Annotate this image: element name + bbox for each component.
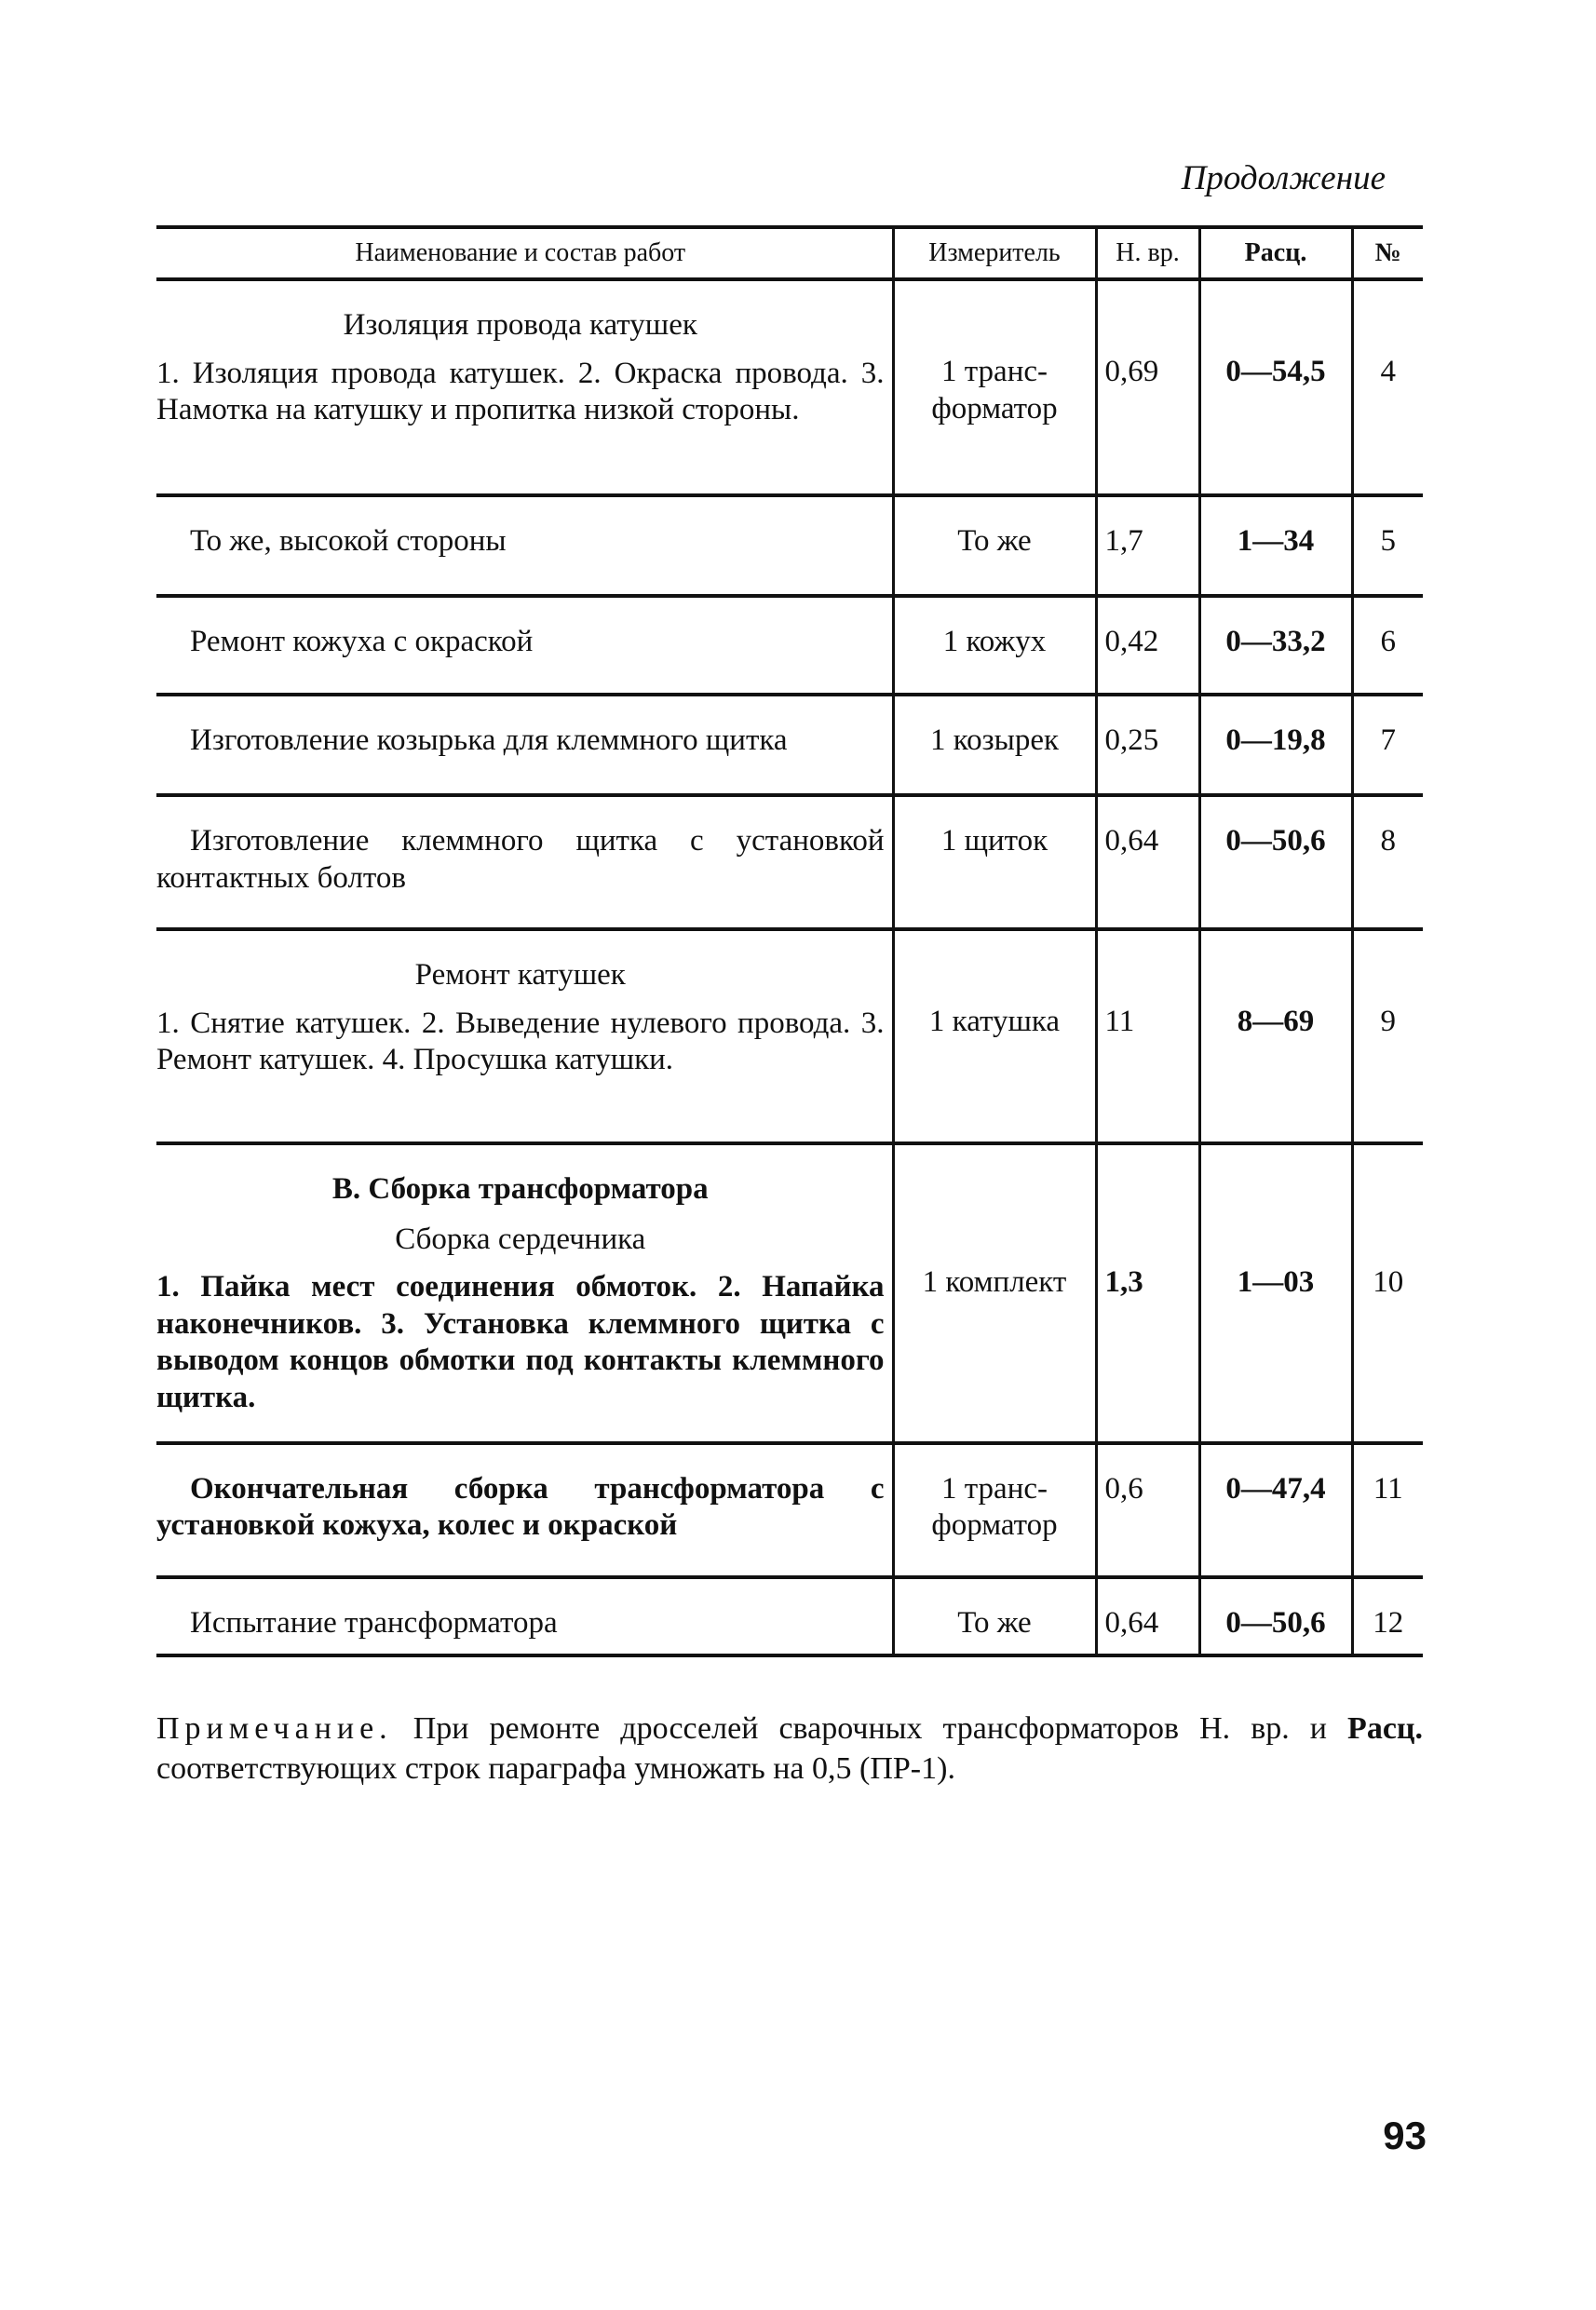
work-description: Окончательная сборка трансформатора с установкой кожуха, колес и окраской — [156, 1471, 885, 1543]
rate-cell: 0—50,6 — [1199, 1577, 1352, 1655]
hours-cell: 1,7 — [1096, 495, 1199, 596]
measure-cell: То же — [893, 1577, 1096, 1655]
work-description: Испытание трансформатора — [190, 1605, 558, 1640]
measure-cell: 1 транс- форматор — [893, 1443, 1096, 1577]
rate-cell: 0—19,8 — [1199, 695, 1352, 795]
number-cell: 6 — [1352, 596, 1423, 695]
table-note — [156, 1709, 1423, 1789]
table-row — [156, 1143, 1423, 1443]
note-text-part-1: При ремонте дросселей сварочных трансформаторов Н. вр. и — [392, 1711, 1348, 1746]
number-cell: 9 — [1352, 929, 1423, 1143]
work-description: Изготовление козырька для клеммного щитка — [190, 723, 788, 757]
row-subheading: Сборка сердечника — [395, 1222, 646, 1256]
note-label: Примечание. — [156, 1711, 393, 1746]
col-header-hours: Н. вр. — [1096, 227, 1199, 279]
hours-cell: 0,64 — [1096, 795, 1199, 929]
work-description: 1. Пайка мест соединения обмоток. 2. Напайка наконечников. 3. Установка клеммного щитка с выводом концов обмотки под контакты клеммного щитка. — [156, 1270, 885, 1414]
table-row — [156, 495, 1423, 596]
hours-cell: 0,69 — [1096, 279, 1199, 495]
table-row — [156, 1577, 1423, 1655]
work-cell — [156, 929, 893, 1143]
note-text-part-2: соответствующих строк параграфа умножать на 0,5 (ПР-1). — [156, 1750, 955, 1786]
hours-cell: 0,64 — [1096, 1577, 1199, 1655]
work-cell — [156, 1443, 893, 1577]
work-description: 1. Изоляция провода катушек. 2. Окраска провода. 3. Намотка на катушку и пропитка низкой стороны. — [156, 356, 885, 427]
page-number: 93 — [1383, 2114, 1427, 2157]
rate-cell: 1—03 — [1199, 1143, 1352, 1443]
rate-cell: 0—50,6 — [1199, 795, 1352, 929]
number-cell: 8 — [1352, 795, 1423, 929]
col-header-measure: Измеритель — [893, 227, 1096, 279]
work-description: Изготовление клеммного щитка с установкой контактных болтов — [156, 824, 885, 895]
norms-table — [156, 225, 1423, 1657]
measure-cell: 1 транс- форматор — [893, 279, 1096, 495]
measure-cell: 1 катушка — [893, 929, 1096, 1143]
number-cell: 10 — [1352, 1143, 1423, 1443]
row-subheading: Изоляция провода катушек — [343, 308, 697, 342]
work-cell — [156, 495, 893, 596]
continuation-label: Продолжение — [1181, 159, 1386, 197]
note-bold-term: Расц. — [1347, 1711, 1423, 1746]
rate-cell: 0—47,4 — [1199, 1443, 1352, 1577]
table-row — [156, 596, 1423, 695]
rate-cell: 1—34 — [1199, 495, 1352, 596]
work-cell — [156, 279, 893, 495]
table-row — [156, 795, 1423, 929]
hours-cell: 0,25 — [1096, 695, 1199, 795]
col-header-work: Наименование и состав работ — [156, 227, 893, 279]
row-subheading: Ремонт катушек — [414, 958, 626, 992]
rate-cell: 0—54,5 — [1199, 279, 1352, 495]
number-cell: 5 — [1352, 495, 1423, 596]
measure-cell: 1 козырек — [893, 695, 1096, 795]
work-description: Ремонт кожуха с окраской — [190, 625, 534, 658]
work-cell — [156, 596, 893, 695]
table-row — [156, 695, 1423, 795]
hours-cell: 1,3 — [1096, 1143, 1199, 1443]
number-cell: 4 — [1352, 279, 1423, 495]
work-cell — [156, 1577, 893, 1655]
number-cell: 11 — [1352, 1443, 1423, 1577]
table-header-row — [156, 227, 1423, 279]
hours-cell: 0,6 — [1096, 1443, 1199, 1577]
table-row — [156, 929, 1423, 1143]
work-cell — [156, 695, 893, 795]
table-row — [156, 1443, 1423, 1577]
work-cell — [156, 1143, 893, 1443]
measure-cell: 1 комплект — [893, 1143, 1096, 1443]
rate-cell: 0—33,2 — [1199, 596, 1352, 695]
section-heading: В. Сборка трансформатора — [331, 1172, 709, 1206]
number-cell: 12 — [1352, 1577, 1423, 1655]
measure-cell: То же — [893, 495, 1096, 596]
hours-cell: 0,42 — [1096, 596, 1199, 695]
measure-cell: 1 кожух — [893, 596, 1096, 695]
hours-cell: 11 — [1096, 929, 1199, 1143]
work-description: 1. Снятие катушек. 2. Выведение нулевого провода. 3. Ремонт катушек. 4. Просушка катушки. — [156, 1006, 885, 1077]
measure-cell: 1 щиток — [893, 795, 1096, 929]
col-header-number: № — [1352, 227, 1423, 279]
work-description: То же, высокой стороны — [190, 524, 507, 558]
table-row — [156, 279, 1423, 495]
col-header-rate: Расц. — [1199, 227, 1352, 279]
rate-cell: 8—69 — [1199, 929, 1352, 1143]
work-cell — [156, 795, 893, 929]
number-cell: 7 — [1352, 695, 1423, 795]
